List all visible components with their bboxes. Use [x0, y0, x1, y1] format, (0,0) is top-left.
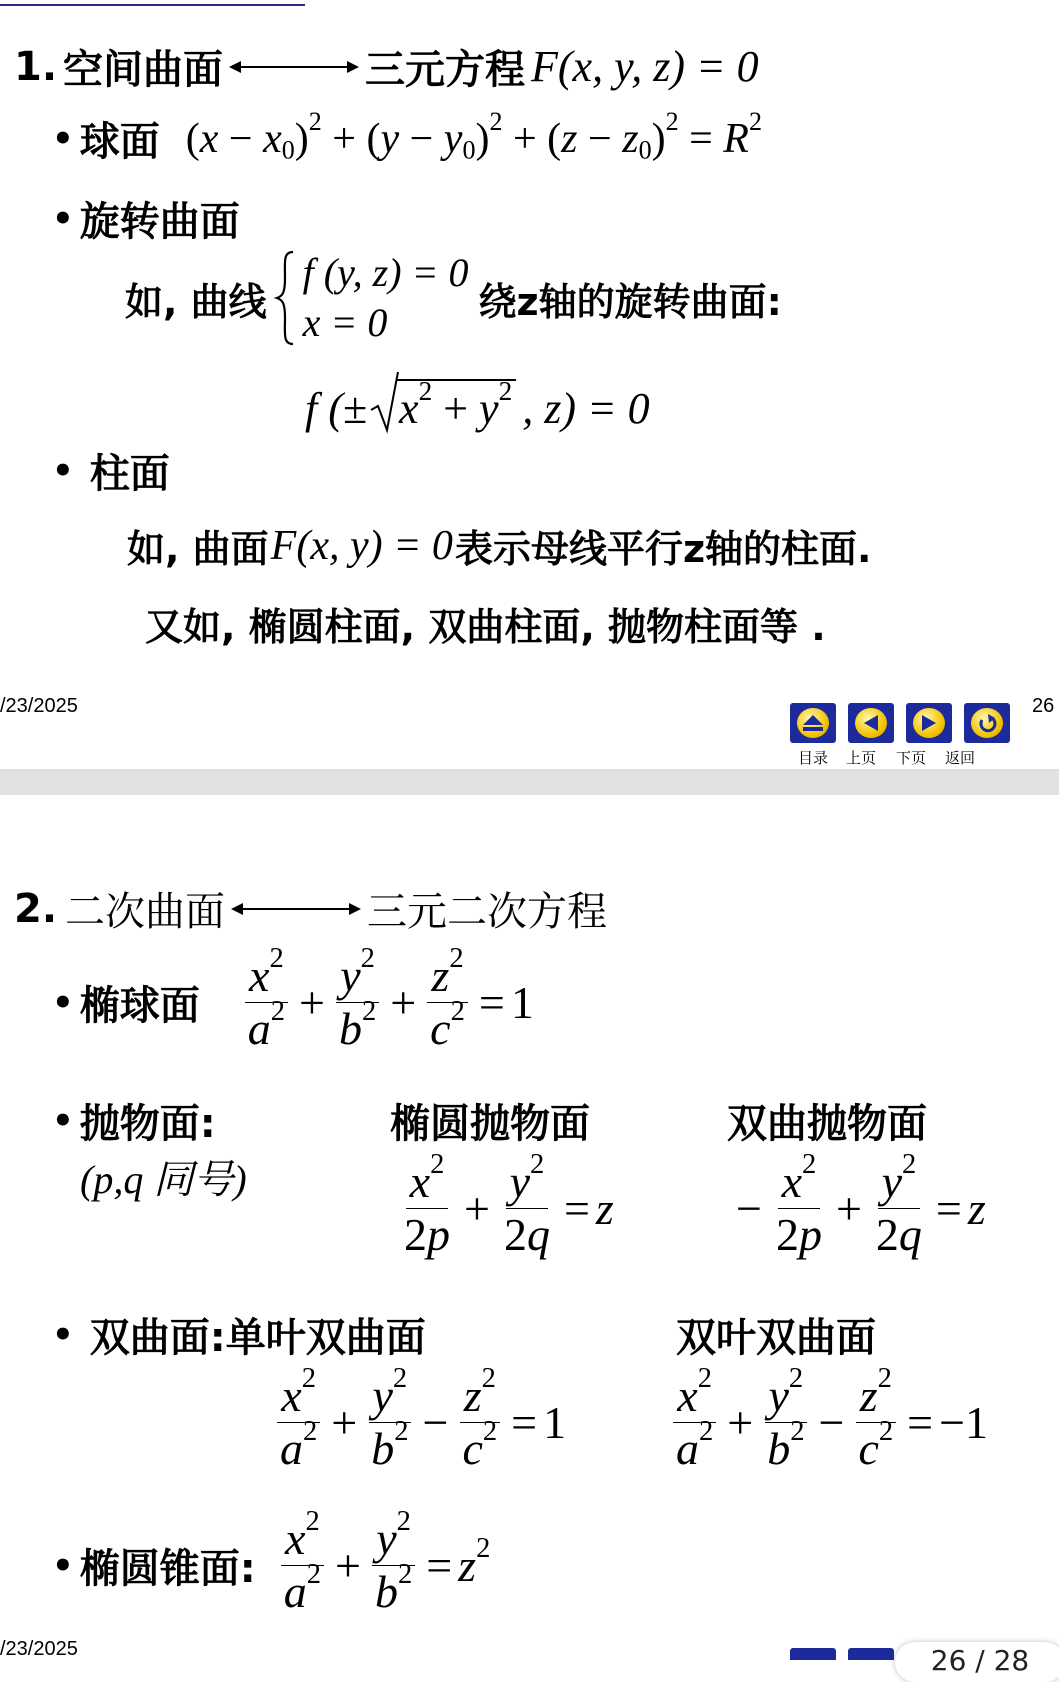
sqrt-sign-icon [369, 370, 399, 434]
bullet-icon: • [52, 982, 74, 1023]
nav-return-button[interactable] [964, 703, 1010, 743]
ellipsoid-row [52, 942, 534, 1055]
item-title: 二次曲面 [65, 889, 226, 935]
implicit-equation: F(x, y, z) = 0 [531, 42, 759, 91]
hyperbolic-paraboloid-rhs: z [967, 1182, 986, 1234]
nav-contents-button-partial[interactable] [790, 1648, 836, 1660]
revolution-label: 旋转曲面 [79, 199, 240, 245]
revolution-row [52, 190, 240, 247]
system-eq-1: f (y, z) = 0 [302, 250, 469, 295]
cylinder-equation: F(x, y) = 0 [270, 522, 453, 569]
bullet-icon: • [52, 198, 74, 239]
item-number: 2. [14, 885, 58, 932]
revolution-result [305, 370, 650, 434]
elliptic-paraboloid-label: 椭圆抛物面 [390, 1101, 590, 1147]
item-rhs: 三元方程 [365, 47, 526, 93]
one-sheet-label: 单叶双曲面 [225, 1315, 426, 1361]
elliptic-paraboloid-equation: $\frac{x^2}{2p}$ + $\frac{y^2}{2q}$ = z [404, 1148, 614, 1261]
triangle-left-icon [861, 713, 881, 733]
nav-label-next: 下页 [896, 749, 927, 767]
revolution-curve [125, 248, 782, 348]
item-1-heading [14, 38, 759, 95]
item-title: 空间曲面 [63, 47, 224, 93]
item-2-heading [14, 880, 607, 937]
bullet-icon: • [52, 1545, 74, 1586]
cylinder-line-2: 又如, 椭圆柱面, 双曲柱面, 抛物柱面等 . [145, 605, 826, 649]
cylinder-label: 柱面 [89, 451, 170, 497]
two-sheet-rhs: −1 [939, 1396, 989, 1448]
sqrt-radicand: $x^2 + y^2$ [397, 379, 516, 434]
result-suffix: , z) = 0 [522, 384, 650, 433]
paraboloid-row [52, 1092, 216, 1149]
hyperboloid-row [52, 1306, 426, 1363]
slide-date: /23/2025 [0, 695, 78, 717]
hyperbolic-paraboloid-label: 双曲抛物面 [727, 1101, 927, 1147]
slide-page-number: 26 [1032, 695, 1055, 717]
elliptic-paraboloid-rhs: z [595, 1182, 614, 1234]
result-prefix: f (± [305, 384, 368, 433]
sphere-row [52, 106, 762, 167]
left-brace-icon [273, 248, 297, 348]
page-counter-pill [895, 1642, 1059, 1682]
paraboloid-condition: (p,q 同号) [80, 1157, 247, 1202]
system-eq-2: x = 0 [302, 300, 388, 345]
bullet-icon: • [52, 118, 74, 159]
ellipsoid-label: 椭球面 [79, 983, 200, 1030]
one-sheet-rhs: 1 [543, 1396, 567, 1448]
top-frame-edge [0, 0, 305, 6]
ellipsoid-rhs: 1 [510, 976, 534, 1028]
one-sheet-equation: $\frac{x^2}{a^2}$ + $\frac{y^2}{b^2}$ − $\frac{z^2}{c^2}$ = 1 [272, 1372, 566, 1474]
bullet-icon: • [52, 1100, 74, 1141]
nav-label-return: 返回 [945, 749, 976, 767]
nav-prev-button[interactable] [848, 703, 894, 743]
slide2-date: /23/2025 [0, 1638, 78, 1660]
double-arrow-icon [229, 57, 359, 77]
item-rhs: 三元二次方程 [367, 889, 608, 935]
eject-icon [802, 713, 824, 733]
ellipsoid-equation: $\frac{x^2}{a^2}$ + $\frac{y^2}{b^2}$ + $\frac{z^2}{c^2}$ = 1 [240, 952, 534, 1054]
cylinder-line1-a: 如, 曲面 [127, 527, 269, 571]
cylinder-line-1 [127, 518, 872, 573]
cone-row [52, 1505, 491, 1618]
nav-label-contents: 目录 [798, 749, 829, 767]
double-arrow-icon [231, 899, 361, 919]
hyperboloid-label: 双曲面: [89, 1315, 226, 1361]
item-number: 1. [14, 43, 58, 90]
hyperbolic-paraboloid-equation: − $\frac{x^2}{2p}$ + $\frac{y^2}{2q}$ = z [736, 1148, 986, 1261]
nav-prev-button-partial[interactable] [848, 1648, 894, 1660]
bullet-icon: • [52, 1314, 74, 1355]
cone-equation: $\frac{x^2}{a^2}$ + $\frac{y^2}{b^2}$ = $z^2$ [276, 1515, 491, 1617]
bullet-icon: • [52, 450, 74, 491]
return-arrow-icon [976, 712, 998, 734]
page-divider [0, 769, 1059, 795]
page-counter-text: 26 / 28 [930, 1644, 1030, 1677]
cylinder-line1-b: 表示母线平行z轴的柱面. [454, 527, 872, 571]
cone-label: 椭圆锥面: [79, 1546, 256, 1593]
nav-contents-button[interactable] [790, 703, 836, 743]
two-sheet-label: 双叶双曲面 [676, 1315, 876, 1361]
revolution-around: 绕z轴的旋转曲面: [478, 279, 782, 324]
nav-label-prev: 上页 [846, 749, 877, 767]
paraboloid-label: 抛物面: [79, 1101, 216, 1147]
nav-next-button[interactable] [906, 703, 952, 743]
triangle-right-icon [919, 713, 939, 733]
sphere-equation: $(x - x_0)^2 + (y - y_0)^2 + (z - z_0)^2 = R^2$ [185, 106, 762, 164]
two-sheet-equation: $\frac{x^2}{a^2}$ + $\frac{y^2}{b^2}$ − $\frac{z^2}{c^2}$ = −1 [668, 1372, 988, 1474]
sphere-label: 球面 [79, 119, 160, 165]
cylinder-row [52, 442, 170, 499]
revolution-intro: 如, 曲线 [125, 279, 267, 324]
